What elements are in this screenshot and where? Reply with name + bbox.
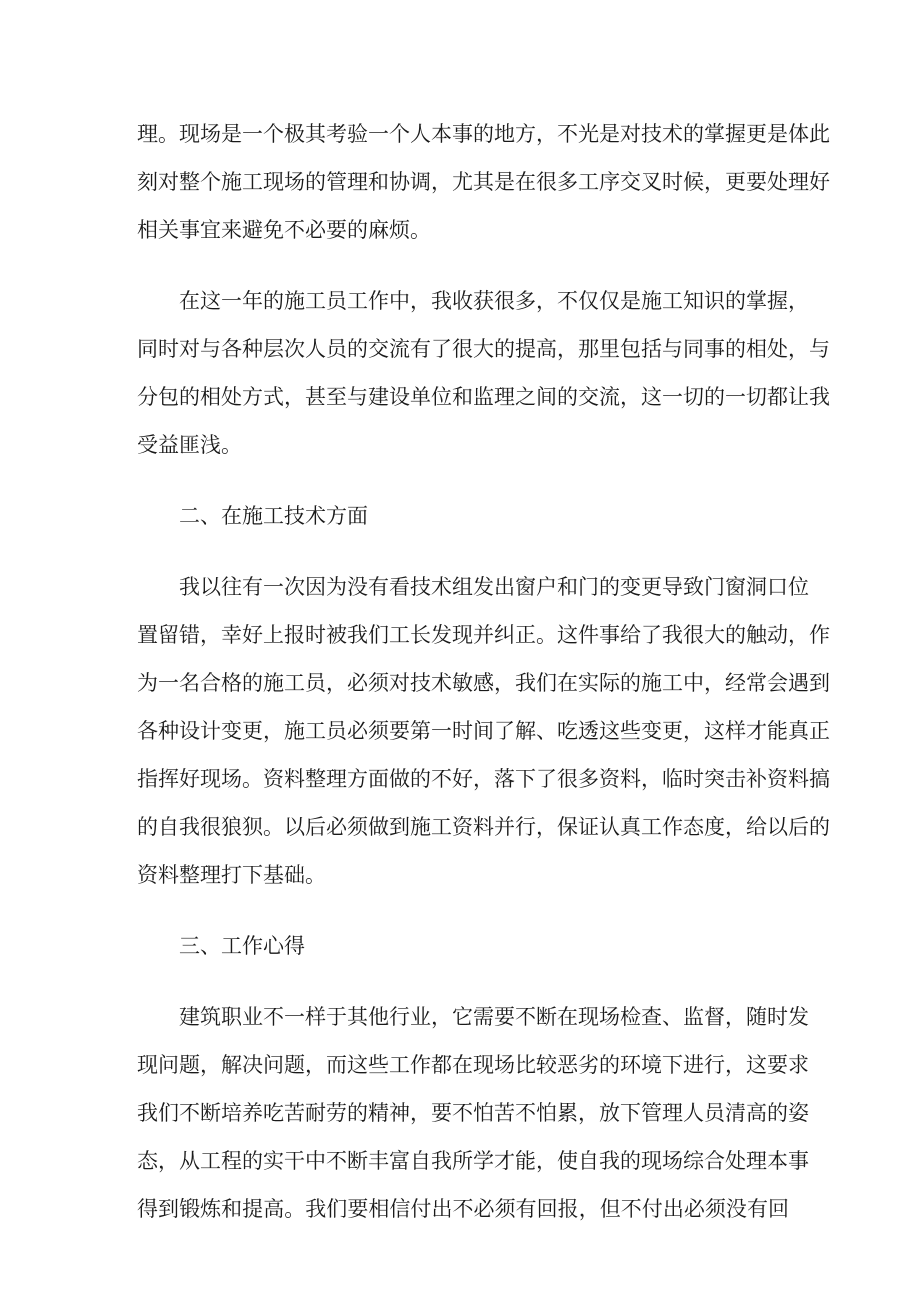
text-line: 资料整理打下基础。: [137, 863, 326, 887]
text-line: 指挥好现场。资料整理方面做的不好，落下了很多资料，临时突击补资料搞: [137, 767, 830, 791]
text-line: 在这一年的施工员工作中，我收获很多，不仅仅是施工知识的掌握，: [179, 289, 809, 313]
text-line: 受益匪浅。: [137, 433, 242, 457]
paragraph-2: [137, 277, 830, 469]
paragraph-3: [137, 563, 830, 899]
text-line: 的自我很狼狈。以后必须做到施工资料并行，保证认真工作态度，给以后的: [137, 815, 830, 839]
document-body: [137, 110, 830, 1233]
text-line: 建筑职业不一样于其他行业，它需要不断在现场检查、监督，随时发: [179, 1005, 809, 1029]
text-line: 得到锻炼和提高。我们要相信付出不必须有回报，但不付出必须没有回: [137, 1197, 789, 1221]
paragraph-1: [137, 110, 830, 254]
text-line: 我以往有一次因为没有看技术组发出窗户和门的变更导致门窗洞口位: [179, 575, 809, 599]
paragraph-4: [137, 993, 809, 1233]
text-line: 同时对与各种层次人员的交流有了很大的提高，那里包括与同事的相处，与: [137, 337, 830, 361]
text-line: 现问题，解决问题，而这些工作都在现场比较恶劣的环境下进行，这要求: [137, 1053, 809, 1077]
text-line: 理。现场是一个极其考验一个人本事的地方，不光是对技术的掌握更是体此: [137, 122, 830, 146]
section-heading-technique: 二、在施工技术方面: [179, 504, 368, 528]
text-line: 各种设计变更，施工员必须要第一时间了解、吃透这些变更，这样才能真正: [137, 719, 830, 743]
text-line: 为一名合格的施工员，必须对技术敏感，我们在实际的施工中，经常会遇到: [137, 671, 830, 695]
text-line: 刻对整个施工现场的管理和协调，尤其是在很多工序交叉时候，更要处理好: [137, 170, 830, 194]
text-line: 相关事宜来避免不必要的麻烦。: [137, 218, 431, 242]
section-heading-experience: 三、工作心得: [179, 934, 305, 958]
text-line: 分包的相处方式，甚至与建设单位和监理之间的交流，这一切的一切都让我: [137, 385, 830, 409]
text-line: 置留错，幸好上报时被我们工长发现并纠正。这件事给了我很大的触动，作: [137, 623, 830, 647]
text-line: 我们不断培养吃苦耐劳的精神，要不怕苦不怕累，放下管理人员清高的姿: [137, 1101, 809, 1125]
text-line: 态，从工程的实干中不断丰富自我所学才能，使自我的现场综合处理本事: [137, 1149, 809, 1173]
